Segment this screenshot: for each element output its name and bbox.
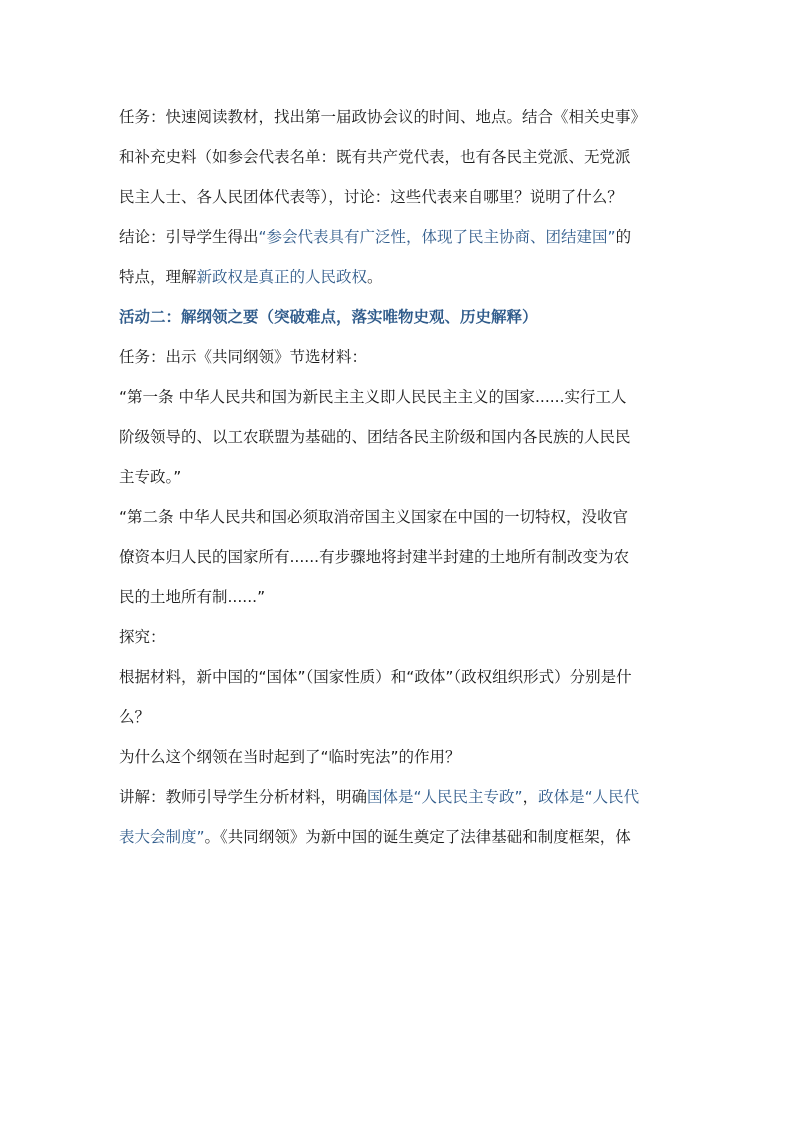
paragraph-conclusion [119,217,689,297]
text-run: 阶级领导的、以工农联盟为基础的、团结各民主阶级和国内各民族的人民民 [119,428,631,446]
paragraph-question1 [119,657,689,737]
text-run: 和补充史料（如参会代表名单：既有共产党代表，也有各民主党派、无党派 [119,148,631,166]
text-run: 的 [615,228,632,246]
text-run: 结论：引导学生得出 [119,228,259,246]
text-line [119,777,689,817]
text-line [119,737,689,777]
text-line [119,537,689,577]
paragraph-task1 [119,97,689,217]
text-run: 主专政。” [119,468,182,486]
text-line [119,257,689,297]
text-line [119,97,689,137]
text-run: 民主人士、各人民团体代表等），讨论：这些代表来自哪里？说明了什么？ [119,188,623,206]
text-run: 。《共同纲领》为新中国的诞生奠定了法律基础和制度框架，体 [204,828,631,846]
text-line [119,417,689,457]
text-run: ， [522,788,539,806]
text-line [119,577,689,617]
paragraph-article1 [119,377,689,497]
text-line [119,297,689,337]
highlighted-text: 表大会制度” [119,828,205,846]
text-run: 僚资本归人民的国家所有......有步骤地将封建半封建的土地所有制改变为农 [119,548,630,566]
paragraph-explore [119,617,689,657]
paragraph-task2 [119,337,689,377]
text-run: 特点，理解 [119,268,197,286]
text-line [119,457,689,497]
text-run: 探究： [119,628,166,646]
text-line [119,377,689,417]
highlighted-text: 国体是“人民民主专政” [367,788,523,806]
text-run: 活动二：解纲领之要（突破难点，落实唯物史观、历史解释） [119,308,538,326]
text-run: “第二条 中华人民共和国必须取消帝国主义国家在中国的一切特权，没收官 [119,508,628,526]
text-line [119,497,689,537]
paragraph-question2 [119,737,689,777]
paragraph-explanation [119,777,689,857]
text-run: 讲解：教师引导学生分析材料，明确 [119,788,368,806]
text-line [119,337,689,377]
text-run: 任务：快速阅读教材，找出第一届政协会议的时间、地点。结合《相关史事》 [119,108,647,126]
text-line [119,657,689,697]
text-run: 任务：出示《共同纲领》节选材料： [119,348,368,366]
text-run: 。 [367,268,383,286]
text-run: 为什么这个纲领在当时起到了“临时宪法”的作用？ [119,748,461,766]
highlighted-text: “参会代表具有广泛性，体现了民主协商、团结建国” [258,228,616,246]
text-line [119,697,689,737]
paragraph-article2 [119,497,689,617]
highlighted-text: 政体是“人民代 [538,788,640,806]
document-page [119,97,689,857]
text-run: 民的土地所有制......” [119,588,266,606]
text-run: 么？ [119,708,151,726]
highlighted-text: 新政权是真正的人民政权 [196,268,368,286]
text-line [119,817,689,857]
text-run: 根据材料，新中国的“国体”（国家性质）和“政体”（政权组织形式）分别是什 [119,668,632,686]
text-line [119,177,689,217]
text-line [119,137,689,177]
text-line [119,217,689,257]
text-line [119,617,689,657]
paragraph-activity2-heading [119,297,689,337]
text-run: “第一条 中华人民共和国为新民主主义即人民民主主义的国家......实行工人 [119,388,627,406]
